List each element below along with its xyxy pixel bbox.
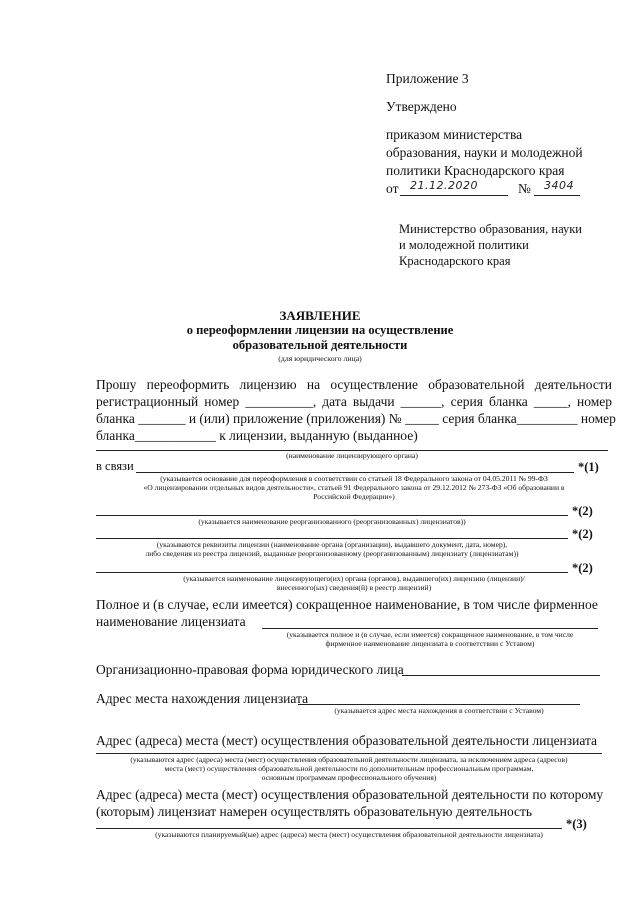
approved-label: Утверждено xyxy=(386,99,457,114)
footnote-marker-2b: *(2) xyxy=(572,527,593,541)
reorganized-caption: (указывается наименование реорганизованного (реорганизованных) лицензиатов)) xyxy=(198,517,466,526)
footnote-marker-1: *(1) xyxy=(578,460,599,474)
order-line-1: приказом министерства xyxy=(386,127,523,142)
full-name-caption-1: (указывается полное и (в случае, если имеется) сокращенное наименование, в том числе xyxy=(286,630,574,639)
address-line[interactable] xyxy=(298,704,580,705)
applicant-type-note: (для юридического лица) xyxy=(278,354,362,363)
full-name-label-1: Полное и (в случае, если имеется) сокращенное наименование, в том числе фирменное xyxy=(96,597,598,612)
planned-address-caption: (указываются планируемый(ые) адрес (адреса) места (мест) осуществления образовательной деятельности лицензиата) xyxy=(155,830,543,839)
activity-address-label: Адрес (адреса) места (мест) осуществления образовательной деятельности лицензиата xyxy=(96,733,598,748)
addressee-line-3: Краснодарского края xyxy=(399,254,511,268)
address-label: Адрес места нахождения лицензиата xyxy=(96,691,309,706)
legal-form-line[interactable] xyxy=(402,675,600,676)
addressee-line-1: Министерство образования, науки xyxy=(399,222,582,236)
reason-caption-2: «О лицензировании отдельных видов деятельности», статьей 91 Федерального закона от 29.12.2012 № 273-ФЗ «Об образовании в xyxy=(143,483,565,492)
activity-caption-2: места (мест) осуществления образовательной деятельности по дополнительным профессиональным программам, xyxy=(164,764,534,773)
planned-address-line[interactable] xyxy=(96,828,562,829)
licensing-body-caption: (наименование лицензирующего органа) xyxy=(286,451,418,460)
document-subtitle-1: о переоформлении лицензии на осуществление xyxy=(186,323,454,337)
footnote-marker-2c: *(2) xyxy=(572,561,593,575)
activity-caption-3: основным программам профессионального обучения) xyxy=(261,773,437,782)
reason-prefix: в связи xyxy=(96,459,134,473)
address-caption: (указывается адрес места нахождения в соответствии с Уставом) xyxy=(334,706,544,715)
footnote-marker-2a: *(2) xyxy=(572,504,593,518)
reason-caption-1: (указывается основание для переоформления в соответствии со статьей 18 Федерального закона от 04.05.2011 № 99-ФЗ xyxy=(160,474,548,483)
order-date-handwritten: 21.12.2020 xyxy=(410,179,478,192)
reorganized-licensees-line[interactable] xyxy=(96,515,568,516)
planned-address-label-2: (которым) лицензиат намерен осуществлять образовательную деятельность xyxy=(96,804,533,819)
intro-line-3: бланка _______ и (или) приложение (приложения) № _____ серия бланка_________ номер xyxy=(96,411,616,426)
requisites-caption-2: либо сведения из реестра лицензий, выданные реорганизованному (реорганизованным) лицензиату (лицензиатам)) xyxy=(145,549,519,558)
document-subtitle-2: образовательной деятельности xyxy=(232,338,408,352)
intro-line-4: бланка____________ к лицензии, выданную (выданное) xyxy=(96,428,418,443)
activity-caption-1: (указываются адрес (адреса) места (мест) осуществления образовательной деятельности лицензиата, за исключением адреса (адресов) xyxy=(130,755,568,764)
requisites-caption-1: (указываются реквизиты лицензии (наименование органа (организации), выдавшего документ, дата, номер), xyxy=(156,540,508,549)
document-title: ЗАЯВЛЕНИЕ xyxy=(279,308,361,323)
reason-line[interactable] xyxy=(136,472,574,473)
full-name-caption-2: фирменное наименование лицензиата в соответствии с Уставом) xyxy=(325,639,535,648)
intro-line-1: Прошу переоформить лицензию на осуществление образовательной деятельности xyxy=(96,377,612,392)
issuing-body-caption-1: (указывается наименование лицензирующего(их) органа (органов), выдавшего(их) лицензию (лицензии)/ xyxy=(183,574,525,583)
issuing-body-caption-2: внесенного(ых) сведения(й) в реестр лицензий) xyxy=(276,583,432,592)
activity-address-line[interactable] xyxy=(96,753,602,754)
intro-line-2: регистрационный номер __________, дата выдачи ______, серия бланка _____, номер xyxy=(96,394,612,409)
number-sign: № xyxy=(518,181,531,196)
order-date-row xyxy=(386,180,596,198)
full-name-line[interactable] xyxy=(262,628,598,629)
full-name-label-2: наименование лицензиата xyxy=(96,614,246,629)
order-line-3: политики Краснодарского края xyxy=(386,163,565,178)
footnote-marker-3: *(3) xyxy=(566,817,587,831)
addressee-line-2: и молодежной политики xyxy=(399,238,529,252)
appendix-label: Приложение 3 xyxy=(386,71,469,86)
order-number-handwritten: 3404 xyxy=(544,179,574,192)
date-prefix: от xyxy=(386,181,399,196)
license-requisites-line[interactable] xyxy=(96,538,568,539)
order-line-2: образования, науки и молодежной xyxy=(386,145,583,160)
reason-caption-3: Российской Федерации») xyxy=(313,492,395,501)
issuing-body-line[interactable] xyxy=(96,572,568,573)
planned-address-label-1: Адрес (адреса) места (мест) осуществления образовательной деятельности по которому xyxy=(96,787,604,802)
legal-form-label: Организационно-правовая форма юридического лица xyxy=(96,662,404,677)
